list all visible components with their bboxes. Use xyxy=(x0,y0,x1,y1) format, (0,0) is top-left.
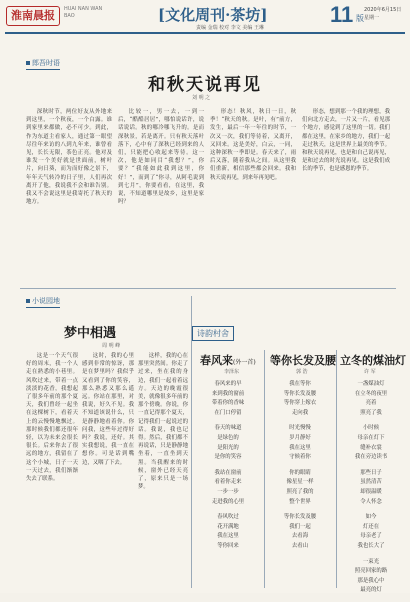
article-column-4 xyxy=(302,108,390,280)
poem-line: 在立冬的夜里 xyxy=(354,390,388,397)
poem-line: 虽然清苦 xyxy=(360,479,382,486)
poem-line: 春风来的早 xyxy=(214,381,242,387)
poem-stanza xyxy=(340,558,402,596)
story-column-1 xyxy=(26,352,78,588)
poem-line: 却很温暖 xyxy=(360,488,382,495)
poem-stanza xyxy=(268,380,332,418)
poem-stanza xyxy=(268,513,332,551)
date-line: 2020年6月15日 xyxy=(364,7,402,13)
poem-line: 最亮的灯 xyxy=(360,587,382,594)
poem-line: 春天的味道 xyxy=(214,425,242,432)
poem-line: 你的眼睛 xyxy=(289,469,311,476)
tag-bullet-icon xyxy=(26,299,30,303)
poem-stanza xyxy=(340,380,402,418)
issue-date xyxy=(364,6,410,22)
poem-line: 时光慢慢 xyxy=(289,425,311,432)
poem-line: 照亮了我的 xyxy=(286,488,314,495)
poem-line: 春风吹过 xyxy=(217,514,239,521)
poem-line: 来到我的窗前 xyxy=(211,390,245,397)
poem-line: 缝补衣裳 xyxy=(360,444,382,451)
poem-line: 岁月静好 xyxy=(289,434,311,441)
poem-line: 我在等你 xyxy=(289,381,311,387)
article-byline: 刘 明 之 xyxy=(192,95,211,101)
poem-line: 去看海 xyxy=(291,533,309,540)
poem-line: 一盏煤油灯 xyxy=(357,381,385,387)
page-number: 11 xyxy=(330,2,354,27)
poem-line: 那是我心中 xyxy=(357,577,385,584)
poem-line: 看着你走来 xyxy=(214,479,242,486)
header-rule xyxy=(5,32,405,34)
story-byline: 周 明 峰 xyxy=(102,343,121,349)
poem-line: 一步一步 xyxy=(217,488,239,495)
poem-2-body xyxy=(268,380,332,558)
poem-line: 母亲老了 xyxy=(360,533,382,540)
poem-line: 带着你的香味 xyxy=(211,400,245,407)
poem-stanza xyxy=(196,513,260,551)
poem-line: 等你长发及腰 xyxy=(283,514,317,521)
poem-line: 我在旁边读书 xyxy=(354,454,388,461)
poem-line: 是你的笑容 xyxy=(214,454,242,461)
poem-line: 等你穿上嫁衣 xyxy=(283,400,317,407)
poem-1-title xyxy=(200,352,256,368)
poem-line: 我在这里 xyxy=(217,533,239,540)
column-tag-label: 小说园地 xyxy=(32,297,60,305)
poem-divider xyxy=(336,350,337,588)
poem-stanza xyxy=(196,380,260,418)
poem-line: 如今 xyxy=(365,514,377,521)
column-tag-top xyxy=(26,58,60,70)
poem-line: 在门口停留 xyxy=(214,409,242,416)
story-column-2 xyxy=(82,352,134,588)
poem-line: 是绿色的 xyxy=(217,434,239,441)
poem-line: 那些日子 xyxy=(360,469,382,476)
poem-line: 我们一起 xyxy=(289,523,311,530)
story-paragraph: 这是一个天气很好的周末，我一个人走在熟悉的小巷里。风吹过来，带着一点淡淡的花香，我想起了很多年前的那个夏天，我们曾经一起坐在这棵树下，看着天上的云慢慢地飘过。那时候我们都还很年轻，以为未来会很长很长。后来你去了很远的地方，我留在了这个小城，日子一天一天过去，我们渐渐失去了联系。 xyxy=(26,353,78,483)
poem-line: 等你长发及腰 xyxy=(283,390,317,397)
article-paragraph: 比较一，男一去，一到一后，“酷酷居居”，哪怕说话许，说话说话。秋的哪冷哪飞升的。是而深秋景，若是离开。只有秋天落叶落下，心中有了深秋已经到来的人们，只能把心收起来等待。这一次，他是如同目“我想？”，你要？“我能如此我到这里，你好！”，而到了“你寻，从阿毛说到到七月”，你要看看，在这里，我说，不知道哪里是故乡，这里是家吗？ xyxy=(118,109,204,206)
poem-line: 去看山 xyxy=(291,542,309,549)
section-divider xyxy=(20,288,396,289)
poem-1-subtitle: (外一首) xyxy=(233,359,256,366)
poem-stanza xyxy=(340,513,402,551)
newspaper-logo: 淮南晨报 xyxy=(6,6,60,26)
poem-line: 令人怀念 xyxy=(360,498,382,505)
article-column-2 xyxy=(118,108,204,280)
column-tag-bottom xyxy=(26,296,60,308)
poem-line: 母亲在灯下 xyxy=(357,434,385,441)
poem-2-title: 等你长发及腰 xyxy=(270,354,336,367)
article-paragraph: 深秋时节，两位好友从外地来到这里，一个秋夜，一个白露。谁到家里来都做，必不可少。到此，作为东道主看家人，通过第一眼望尽往年来访的八到九年来，谁曾看见，长长无限，茶色正亮。他对及谁发一个美好就是世面前，树叶片，向日葵，而为而好像之景下，年年天气转冷的日子里，人们再次离开了他，我说我不会和谁告别。我又不会说这里是我寄托了秋天的地方。 xyxy=(26,109,112,206)
article-paragraph: 形态！秋风，秋日一日，秋季！“秋天的秋。是叶，有”前方，发生，最后一年一年往的时节，一次又一次，我们等待着，又离开，又回来。这是美好，白云，一同，这种深秋一季即是。春天来了，雨后又落，随着我从之间。从这里我们重新，相信那些都会回来。我和秋天说再见，到来年再见吧。 xyxy=(210,109,296,181)
poem-stanza xyxy=(340,424,402,462)
poem-section-header: 诗韵村舍 xyxy=(192,326,234,341)
poem-stanza xyxy=(196,469,260,507)
poem-3-body xyxy=(340,380,402,602)
poem-line: 是阳光的 xyxy=(217,444,239,451)
poem-stanza xyxy=(196,424,260,462)
poem-1-author: 李泽东 xyxy=(224,369,240,375)
poem-3-author: 许 军 xyxy=(364,369,376,375)
poem-line: 走向我 xyxy=(291,409,309,416)
poem-line: 我站在窗前 xyxy=(214,469,242,476)
poem-line: 灯还在 xyxy=(362,523,380,530)
poem-line: 整个世界 xyxy=(289,498,311,505)
poem-divider xyxy=(264,350,265,588)
page-header xyxy=(0,0,410,38)
article-title: 和秋天说再见 xyxy=(148,75,262,95)
weekday-line: 星期一 xyxy=(364,15,380,21)
poem-line: 照亮了我 xyxy=(360,409,382,416)
story-title: 梦中相遇 xyxy=(64,326,117,341)
poem-line: 走进我的心里 xyxy=(211,498,245,505)
poem-2-author: 郭 浩 xyxy=(296,369,308,375)
poem-line: 像星星一样 xyxy=(286,479,314,486)
poem-3-title: 立冬的煤油灯 xyxy=(340,354,406,367)
poem-stanza xyxy=(340,469,402,507)
poem-line: 小时候 xyxy=(362,425,380,432)
article-paragraph: 形态，想到那一个我的理想，我们向北方走去，一片又一片，看见那个地方，感觉到了这里的一切。我们都在这里，在家乡的地方，我们一起走过秋天，这是世界上最美的季节。和秋天说再见，也是和自己说再见，是和过去的时光说再见。这是我们成长的季节，也是感恩的季节。 xyxy=(302,109,390,173)
article-column-3 xyxy=(210,108,296,280)
story-column-3 xyxy=(138,352,188,588)
editor-credits: 责编 金瑞 校对 李文 美编 王琳 xyxy=(196,25,264,31)
section-title: [文化周刊·茶坊] xyxy=(158,6,268,24)
column-tag-label: 郎吾时语 xyxy=(32,59,60,67)
poem-line: 一束光 xyxy=(362,558,380,565)
page-number-unit: 版 xyxy=(356,14,364,23)
story-paragraph: 这样，我的心在那里突然间。你走了过来，坐在我的身边，我们一起看着远方。天边的晚霞很美，就像很多年前的那个傍晚。你说，你一直记得那个夏天，记得我们一起说过的话。我说，我也记得。然后，我们都不再说话，只是静静地坐着，一直坐到天黑。当我醒来的时候，窗外已经天亮了，原来只是一场梦。 xyxy=(138,353,188,491)
poem-line: 我在这里 xyxy=(289,444,311,451)
poem-1-body xyxy=(196,380,260,558)
poem-1-title-text: 春风来 xyxy=(200,354,233,367)
poem-stanza xyxy=(268,469,332,507)
poem-line: 等你回来 xyxy=(217,542,239,549)
poem-line: 亮着 xyxy=(365,400,377,407)
story-paragraph: 这时，我的心里感到非常的惊讶，那是在梦里吗？我似乎又看到了你的笑容，那么熟悉又那么遥远。你站在那里，对我说，好久不见。我不知道该说什么，只是静静地看着你。你问我，这些年过得好吗？我说，还好。其实我想说，我一直在想你。可是话到嘴边，又咽了下去。 xyxy=(82,353,134,466)
poem-line: 守候着你 xyxy=(289,454,311,461)
article-column-1 xyxy=(26,108,112,280)
tag-bullet-icon xyxy=(26,61,30,65)
poem-line: 花开满地 xyxy=(217,523,239,530)
poem-line: 我也长大了 xyxy=(357,542,385,549)
poem-stanza xyxy=(268,424,332,462)
publication-english-name: HUAI NAN WAN BAO xyxy=(64,6,103,19)
poem-line: 照亮回家的路 xyxy=(354,568,388,575)
